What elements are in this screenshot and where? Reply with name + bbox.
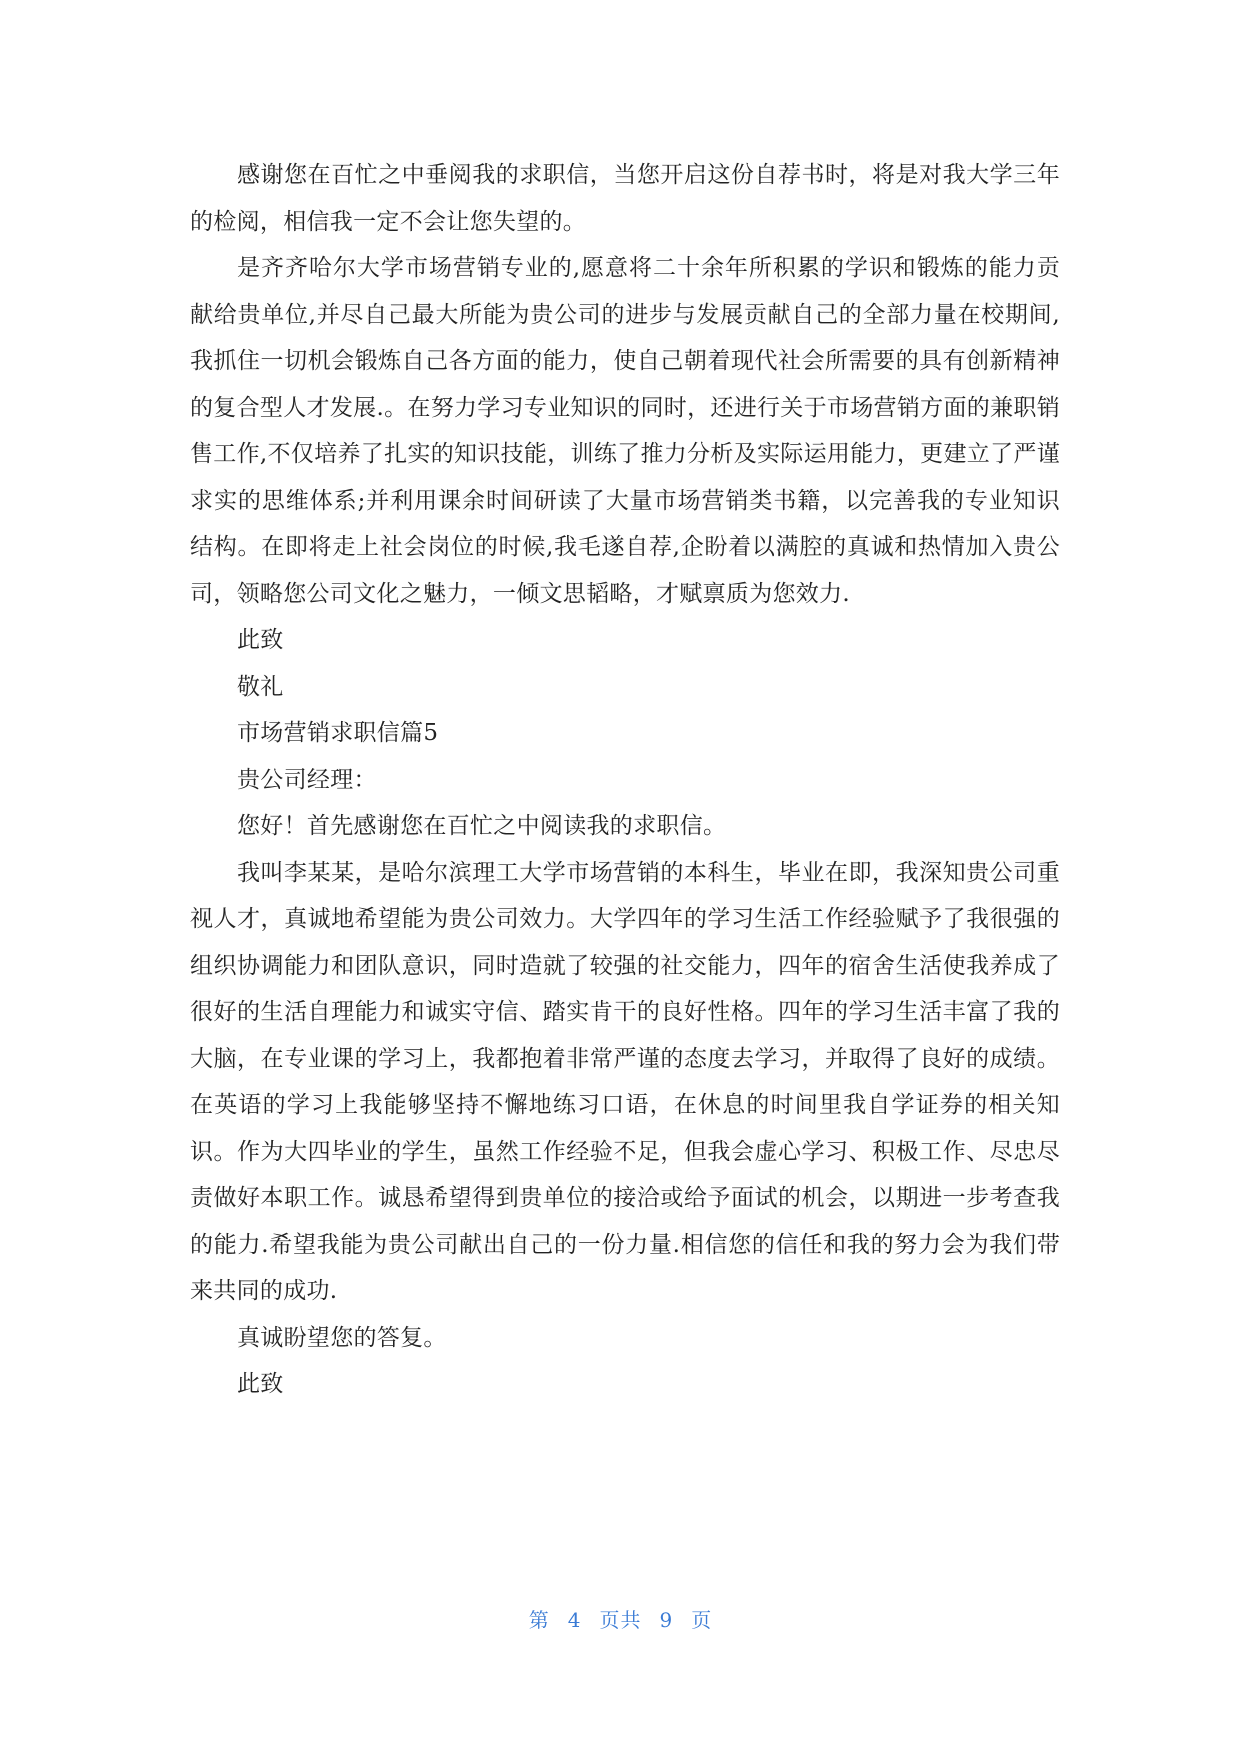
footer-suffix: 页: [691, 1608, 713, 1632]
greeting-recipient: 贵公司经理：: [237, 766, 377, 793]
footer-middle: 页共: [599, 1608, 642, 1632]
paragraph: 是齐齐哈尔大学市场营销专业的,愿意将二十余年所积累的学识和锻炼的能力贡献给贵单位,并尽自己最大所能为贵公司的进步与发展贡献自己的全部力量在校期间,我抓住一切机会锻炼自己各方面的能力，使自己朝着现代社会所需要的具有创新精神的复合型人才发展.。在努力学习专业知识的同时，还进行关于市场营销方面的兼职销售工作,不仅培养了扎实的知识技能，训练了推力分析及实际运用能力，更建立了严谨求实的思维体系;并利用课余时间研读了大量市场营销类书籍，以完善我的专业知识结构。在即将走上社会岗位的时候,我毛遂自荐,企盼着以满腔的真诚和热情加入贵公司，领略您公司文化之魅力，一倾文思韬略，才赋禀质为您效力.: [190, 255, 1060, 607]
closing-line: 真诚盼望您的答复。: [237, 1324, 447, 1351]
closing-salutation: 此致: [237, 1371, 284, 1397]
document-body: [190, 152, 1060, 1408]
closing-salutation: 此致: [237, 627, 284, 653]
section-title: 市场营销求职信篇5: [237, 720, 439, 746]
paragraph: 感谢您在百忙之中垂阅我的求职信，当您开启这份自荐书时，将是对我大学三年的检阅，相信我一定不会让您失望的。: [190, 162, 1060, 235]
footer-prefix: 第: [528, 1608, 550, 1632]
page-footer: [0, 1604, 1241, 1633]
closing-respect: 敬礼: [237, 673, 284, 700]
greeting-line: 您好！首先感谢您在百忙之中阅读我的求职信。: [237, 813, 727, 839]
footer-total-pages: 9: [659, 1608, 674, 1632]
paragraph: 我叫李某某，是哈尔滨理工大学市场营销的本科生，毕业在即，我深知贵公司重视人才，真诚地希望能为贵公司效力。大学四年的学习生活工作经验赋予了我很强的组织协调能力和团队意识，同时造就了较强的社交能力，四年的宿舍生活使我养成了很好的生活自理能力和诚实守信、踏实肯干的良好性格。四年的学习生活丰富了我的大脑，在专业课的学习上，我都抱着非常严谨的态度去学习，并取得了良好的成绩。在英语的学习上我能够坚持不懈地练习口语，在休息的时间里我自学证券的相关知识。作为大四毕业的学生，虽然工作经验不足，但我会虚心学习、积极工作、尽忠尽责做好本职工作。诚恳希望得到贵单位的接洽或给予面试的机会，以期进一步考查我的能力.希望我能为贵公司献出自己的一份力量.相信您的信任和我的努力会为我们带来共同的成功.: [190, 859, 1060, 1304]
footer-current-page: 4: [567, 1608, 582, 1632]
